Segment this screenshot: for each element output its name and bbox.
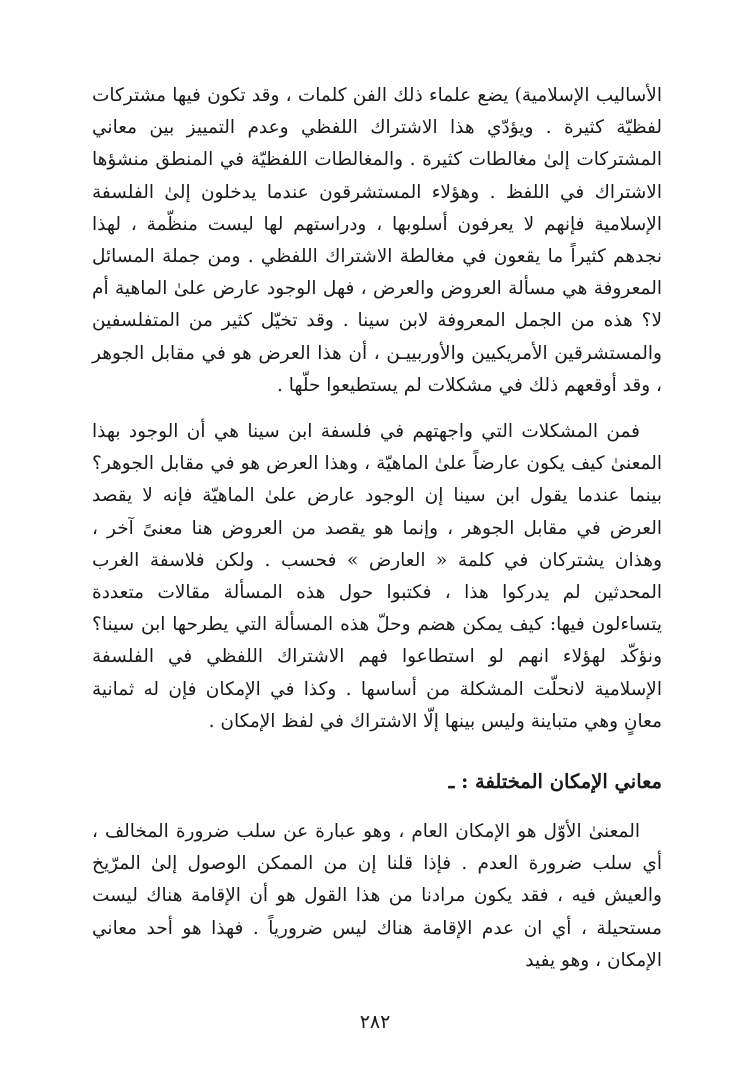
paragraph-2: فمن المشكلات التي واجهتهم في فلسفة ابن سينا هي أن الوجود بهذا المعنىٰ كيف يكون عارضاً علىٰ الماهيّة ، وهذا العرض هو في مقابل الجوهر؟ بينما عندما يقول ابن سينا إن الوجود عارض علىٰ الماهيّة فإنه لا يقصد العرض في مقابل الجوهر ، وإنما هو يقصد من العروض هنا معنىً آخر ، وهذان يشتركان في كلمة « العارض » فحسب . ولكن فلاسفة الغرب المحدثين لم يدركوا هذا ، فكتبوا حول هذه المسألة مقالات متعددة يتساءلون فيها: كيف يمكن هضم وحلّ هذه المسألة التي يطرحها ابن سينا؟ ونؤكّد لهؤلاء انهم لو استطاعوا فهم الاشتراك اللفظي في الفلسفة الإسلامية لانحلّت المشكلة من أساسها . وكذا في الإمكان فإن له ثمانية معانٍ وهي متباينة وليس بينها إلّا الاشتراك في لفظ الإمكان . — [92, 421, 662, 732]
page-body — [92, 80, 662, 977]
page-number: ٢٨٢ — [359, 1011, 391, 1033]
section-heading: معاني الإمكان المختلفة : ـ — [448, 770, 662, 794]
paragraph-1: الأساليب الإسلامية) يضع علماء ذلك الفن كلمات ، وقد تكون فيها مشتركات لفظيّة كثيرة . ويؤدّي هذا الاشتراك اللفظي وعدم التمييز بين معاني المشتركات إلىٰ مغالطات كثيرة . والمغالطات اللفظيّة في المنطق منشؤها الاشتراك في اللفظ . وهؤلاء المستشرقون عندما يدخلون إلىٰ الفلسفة الإسلامية فإنهم لا يعرفون أسلوبها ، ودراستهم لها ليست منظّمة ، لهذا نجدهم كثيراً ما يقعون في مغالطة الاشتراك اللفظي . ومن جملة المسائل المعروفة هي مسألة العروض والعرض ، فهل الوجود عارض علىٰ الماهية أم لا؟ هذه من الجمل المعروفة لابن سينا . وقد تخيّل كثير من المتفلسفين والمستشرقين الأمريكيين والأوربييـن ، أن هذا العرض هو في مقابل الجوهر ، وقد أوقعهم ذلك في مشكلات لم يستطيعوا حلّها . — [92, 85, 662, 396]
paragraph-3: المعنىٰ الأوّل هو الإمكان العام ، وهو عبارة عن سلب ضرورة المخالف ، أي سلب ضرورة العدم . فإذا قلنا إن من الممكن الوصول إلىٰ المرّيخ والعيش فيه ، فقد يكون مرادنا من هذا القول هو أن الإقامة هناك ليست مستحيلة ، أي ان عدم الإقامة هناك ليس ضرورياً . فهذا هو أحد معاني الإمكان ، وهو يفيد — [92, 821, 662, 971]
